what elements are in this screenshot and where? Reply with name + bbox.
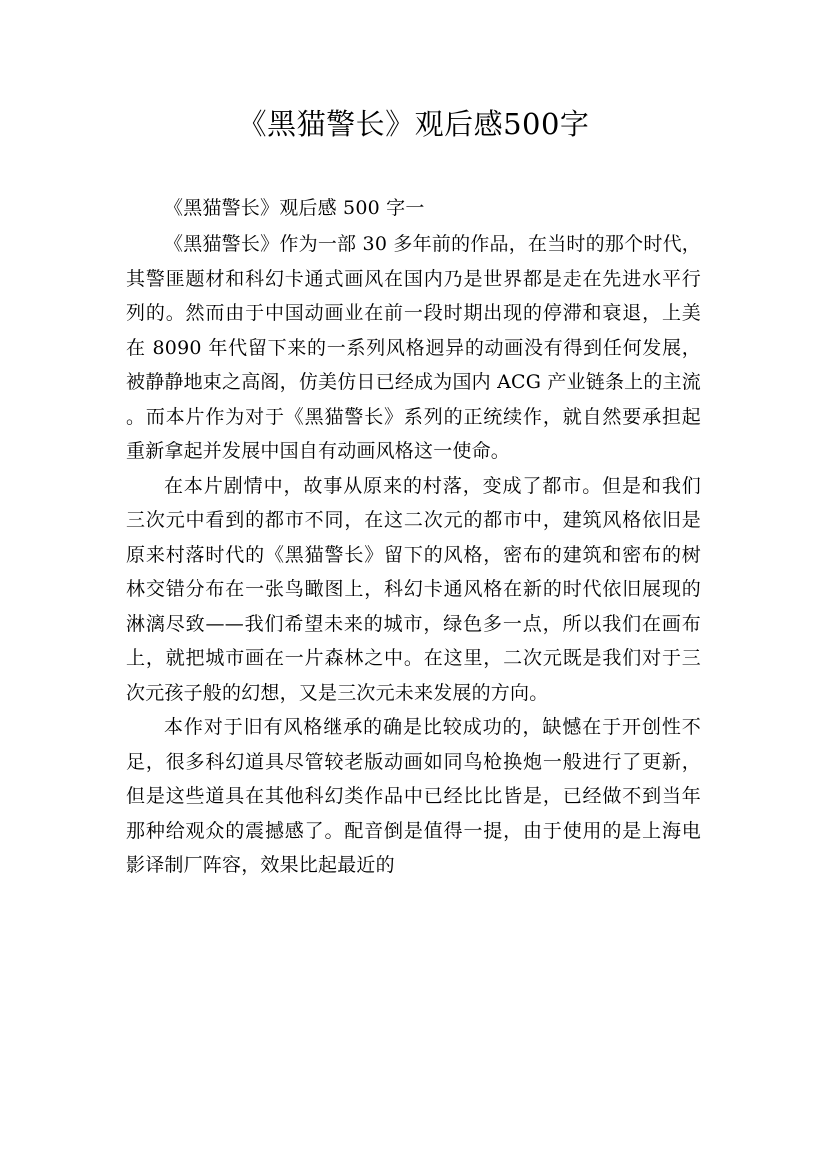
body-paragraph-3: 本作对于旧有风格继承的确是比较成功的，缺憾在于开创性不足，很多科幻道具尽管较老版动画如同鸟枪换炮一般进行了更新，但是这些道具在其他科幻类作品中已经比比皆是，已经做不到当年那种给观众的震撼感了。配音倒是值得一提，由于使用的是上海电影译制厂阵容，效果比起最近的 bbox=[126, 716, 701, 876]
section-subheading: 《黑猫警长》观后感 500 字一 bbox=[164, 197, 425, 219]
body-paragraph-2: 在本片剧情中，故事从原来的村落，变成了都市。但是和我们三次元中看到的都市不同，在这二次元的都市中，建筑风格依旧是原来村落时代的《黑猫警长》留下的风格，密布的建筑和密布的树林交错分布在一张鸟瞰图上，科幻卡通风格在新的时代依旧展现的淋漓尽致——我们希望未来的城市，绿色多一点，所以我们在画布上，就把城市画在一片森林之中。在这里，二次元既是我们对于三次元孩子般的幻想，又是三次元未来发展的方向。 bbox=[126, 474, 701, 704]
body-paragraph-1: 《黑猫警长》作为一部 30 多年前的作品，在当时的那个时代，其警匪题材和科幻卡通式画风在国内乃是世界都是走在先进水平行列的。然而由于中国动画业在前一段时期出现的停滞和衰退，上美在 8090 年代留下来的一系列风格迥异的动画没有得到任何发展，被静静地束之高阁，仿美仿日已经成为国内 ACG 产业链条上的主流。而本片作为对于《黑猫警长》系列的正统续作，就自然要承担起重新拿起并发展中国自有动画风格这一使命。 bbox=[126, 233, 701, 462]
document-body bbox=[126, 193, 701, 883]
document-title: 《黑猫警长》观后感500字 bbox=[237, 107, 590, 141]
